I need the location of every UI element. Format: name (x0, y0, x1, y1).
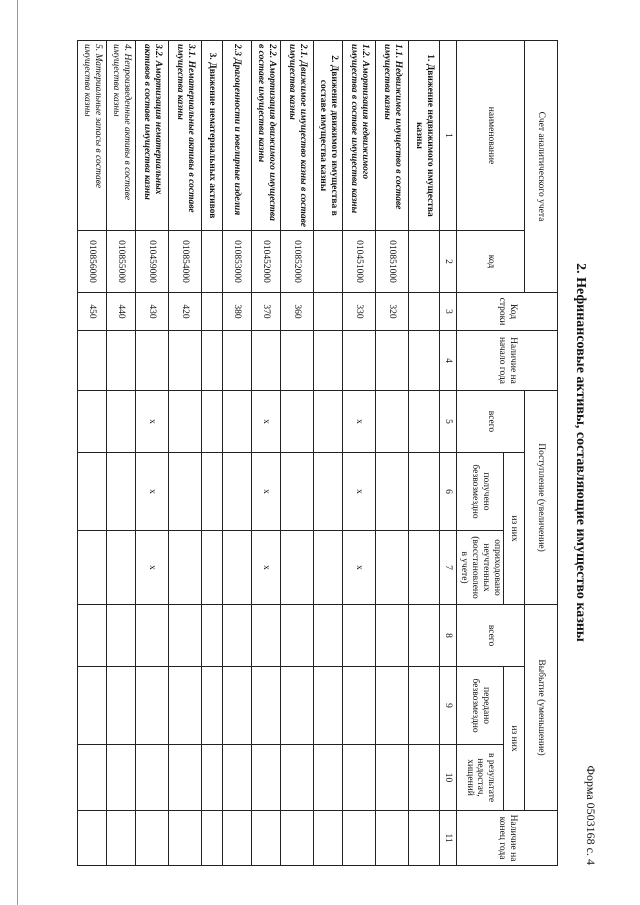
value-cell (252, 331, 281, 391)
column-number: 8 (440, 605, 457, 667)
header-end: Наличие на конец года (457, 811, 558, 866)
value-cell (409, 453, 440, 531)
table-row (314, 41, 343, 866)
value-cell (107, 605, 136, 667)
value-cell (223, 391, 252, 453)
header-income-total: всего (457, 391, 525, 453)
value-cell (281, 453, 314, 531)
row-name-cell: 1.1. Недвижимое имущество в составе имущества казны (376, 41, 409, 231)
header-outflow: Выбытие (уменьшение) (525, 605, 558, 811)
row-name-cell: 3.2. Амортизация нематериальных активов в составе имущества казны (136, 41, 169, 231)
value-cell (314, 331, 343, 391)
row-name-cell: 3. Движение нематериальных активов (202, 41, 223, 231)
not-applicable-mark: х (252, 531, 281, 605)
value-cell (169, 391, 202, 453)
header-account: Счет аналитического учета (525, 41, 558, 293)
header-income-of-them: из них (504, 453, 525, 605)
value-cell (281, 605, 314, 667)
value-cell (252, 745, 281, 811)
row-line-cell: 360 (281, 293, 314, 331)
column-number-row (440, 41, 457, 866)
value-cell (314, 745, 343, 811)
column-number: 10 (440, 745, 457, 811)
table-row (281, 41, 314, 866)
value-cell (78, 605, 107, 667)
value-cell (314, 667, 343, 745)
value-cell (343, 667, 376, 745)
row-line-cell: 420 (169, 293, 202, 331)
value-cell (252, 811, 281, 866)
row-code-cell (314, 231, 343, 293)
value-cell (223, 811, 252, 866)
value-cell (202, 391, 223, 453)
value-cell (78, 331, 107, 391)
row-name-cell: 2.2. Амортизация движимого имущества в составе имущества казны (252, 41, 281, 231)
table-body (78, 41, 457, 866)
row-code-cell: 010853000 (223, 231, 252, 293)
row-line-cell (314, 293, 343, 331)
value-cell (78, 811, 107, 866)
header-outflow-total: всего (457, 605, 525, 667)
value-cell (314, 605, 343, 667)
value-cell (281, 667, 314, 745)
value-cell (409, 745, 440, 811)
column-number: 11 (440, 811, 457, 866)
value-cell (409, 391, 440, 453)
value-cell (136, 605, 169, 667)
value-cell (107, 811, 136, 866)
column-number: 6 (440, 453, 457, 531)
row-code-cell: 010452000 (252, 231, 281, 293)
value-cell (202, 453, 223, 531)
column-number: 2 (440, 231, 457, 293)
row-line-cell: 320 (376, 293, 409, 331)
value-cell (202, 605, 223, 667)
value-cell (376, 667, 409, 745)
not-applicable-mark: х (343, 531, 376, 605)
table-row (409, 41, 440, 866)
value-cell (223, 531, 252, 605)
value-cell (107, 391, 136, 453)
row-name-cell: 1.2. Амортизация недвижимого имущества в составе имущества казны (343, 41, 376, 231)
value-cell (202, 667, 223, 745)
header-name: наименование (457, 41, 525, 231)
row-name-cell: 3.1. Нематериальные активы в составе имущества казны (169, 41, 202, 231)
value-cell (78, 745, 107, 811)
value-cell (252, 667, 281, 745)
table-row (343, 41, 376, 866)
value-cell (169, 667, 202, 745)
column-number: 4 (440, 331, 457, 391)
value-cell (202, 811, 223, 866)
value-cell (223, 667, 252, 745)
header-found-surplus: оприходовано неучтенных (восстановлено в учете) (457, 531, 504, 605)
value-cell (343, 605, 376, 667)
row-name-cell: 5. Материальные запасы в составе имущества казны (78, 41, 107, 231)
value-cell (223, 745, 252, 811)
not-applicable-mark: х (136, 453, 169, 531)
value-cell (314, 453, 343, 531)
row-name-cell: 1. Движение недвижимого имущества казны (409, 41, 440, 231)
value-cell (343, 745, 376, 811)
row-name-cell: 4. Непроизведенные активы в составе имущества казны (107, 41, 136, 231)
header-wasteful: в результате недостач, хищений (457, 745, 504, 811)
row-line-cell: 450 (78, 293, 107, 331)
row-name-cell: 2.1. Движимое имущество казны в составе имущества казны (281, 41, 314, 231)
value-cell (314, 531, 343, 605)
value-cell (136, 667, 169, 745)
column-number: 9 (440, 667, 457, 745)
table-row (252, 41, 281, 866)
not-applicable-mark: х (252, 391, 281, 453)
header-income: Поступление (увеличение) (525, 391, 558, 605)
value-cell (281, 745, 314, 811)
row-line-cell: 430 (136, 293, 169, 331)
row-name-cell: 2.3 Драгоценности и ювелирные изделия (223, 41, 252, 231)
assets-table (77, 40, 558, 866)
not-applicable-mark: х (252, 453, 281, 531)
header-start: Наличие на начало года (457, 331, 558, 391)
value-cell (223, 605, 252, 667)
form-label: Форма 0503168 с. 4 (584, 765, 598, 865)
value-cell (409, 531, 440, 605)
value-cell (136, 811, 169, 866)
value-cell (409, 331, 440, 391)
value-cell (376, 811, 409, 866)
table-row (223, 41, 252, 866)
row-line-cell: 330 (343, 293, 376, 331)
value-cell (409, 667, 440, 745)
table-row (169, 41, 202, 866)
table-row (136, 41, 169, 866)
row-code-cell (202, 231, 223, 293)
row-line-cell (409, 293, 440, 331)
value-cell (281, 811, 314, 866)
value-cell (314, 391, 343, 453)
header-code: код (457, 231, 525, 293)
column-number: 7 (440, 531, 457, 605)
value-cell (376, 453, 409, 531)
value-cell (107, 531, 136, 605)
row-code-cell: 010851000 (376, 231, 409, 293)
value-cell (107, 745, 136, 811)
value-cell (169, 531, 202, 605)
value-cell (78, 391, 107, 453)
table-row (376, 41, 409, 866)
not-applicable-mark: х (136, 531, 169, 605)
header-line-code: Код строки (457, 293, 558, 331)
page-edge-rule (17, 0, 18, 905)
value-cell (169, 605, 202, 667)
value-cell (169, 453, 202, 531)
value-cell (343, 811, 376, 866)
value-cell (252, 605, 281, 667)
column-number: 1 (440, 41, 457, 231)
not-applicable-mark: х (343, 453, 376, 531)
row-code-cell: 010855000 (107, 231, 136, 293)
value-cell (107, 331, 136, 391)
value-cell (78, 667, 107, 745)
row-name-cell: 2. Движение движимого имущества в составе имущества казны (314, 41, 343, 231)
value-cell (169, 331, 202, 391)
value-cell (107, 667, 136, 745)
row-code-cell: 010856000 (78, 231, 107, 293)
header-transferred-free: передано безвозмездно (457, 667, 504, 745)
value-cell (223, 453, 252, 531)
value-cell (136, 331, 169, 391)
value-cell (314, 811, 343, 866)
row-line-cell (202, 293, 223, 331)
section-title: 2. Нефинансовые активы, составляющие имущество казны (573, 263, 588, 642)
value-cell (78, 453, 107, 531)
value-cell (202, 745, 223, 811)
value-cell (409, 811, 440, 866)
value-cell (376, 331, 409, 391)
value-cell (281, 391, 314, 453)
table-row (202, 41, 223, 866)
row-code-cell: 010459000 (136, 231, 169, 293)
value-cell (169, 745, 202, 811)
value-cell (376, 391, 409, 453)
row-code-cell (409, 231, 440, 293)
value-cell (281, 331, 314, 391)
value-cell (281, 531, 314, 605)
value-cell (376, 745, 409, 811)
value-cell (409, 605, 440, 667)
value-cell (202, 531, 223, 605)
row-code-cell: 010852000 (281, 231, 314, 293)
header-received-free: получено безвозмездно (457, 453, 504, 531)
not-applicable-mark: х (136, 391, 169, 453)
value-cell (343, 331, 376, 391)
row-code-cell: 010451000 (343, 231, 376, 293)
table-row (78, 41, 107, 866)
value-cell (136, 745, 169, 811)
not-applicable-mark: х (343, 391, 376, 453)
value-cell (78, 531, 107, 605)
row-line-cell: 370 (252, 293, 281, 331)
row-code-cell: 010854000 (169, 231, 202, 293)
value-cell (202, 331, 223, 391)
column-number: 3 (440, 293, 457, 331)
value-cell (169, 811, 202, 866)
value-cell (107, 453, 136, 531)
value-cell (376, 531, 409, 605)
row-line-cell: 380 (223, 293, 252, 331)
table-row (107, 41, 136, 866)
header-outflow-of-them: из них (504, 667, 525, 811)
value-cell (223, 331, 252, 391)
row-line-cell: 440 (107, 293, 136, 331)
column-number: 5 (440, 391, 457, 453)
value-cell (376, 605, 409, 667)
